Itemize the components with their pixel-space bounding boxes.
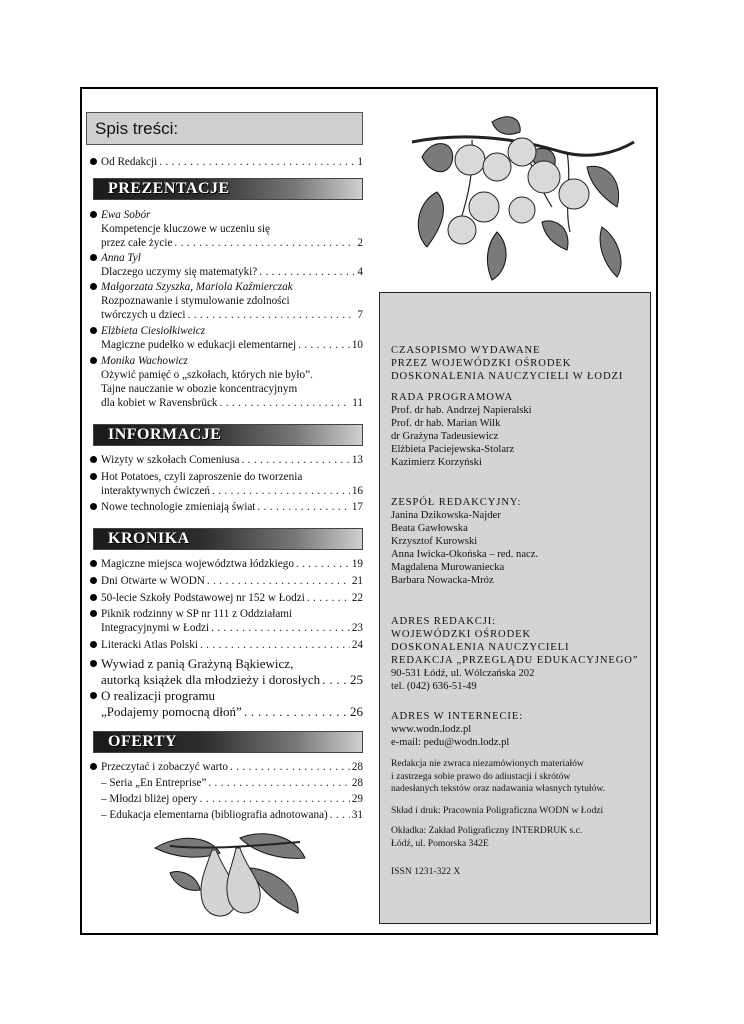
entry-page: 17 [351, 501, 363, 513]
entry-page: 2 [357, 237, 363, 249]
toc-entry[interactable] [90, 280, 363, 322]
entry-line: Piknik rodzinny w SP nr 111 z Oddziałami [101, 608, 293, 620]
web-title: ADRES W INTERNECIE: [391, 711, 524, 722]
entry-line: Dni Otwarte w WODN [101, 575, 205, 587]
entry-line: Integracyjnymi w Łodzi [101, 622, 210, 634]
entry-page: 29 [351, 793, 363, 805]
entry-author: Anna Tyl [101, 252, 141, 264]
entry-page: 21 [351, 575, 363, 587]
email-link[interactable]: e-mail: pedu@wodn.lodz.pl [391, 737, 510, 748]
note-line: Redakcja nie zwraca niezamówionych materiałów [391, 758, 584, 769]
bullet-icon [90, 283, 97, 290]
section-oferty: OFERTY [93, 731, 363, 753]
bullet-icon [90, 456, 97, 463]
entry-line: „Podajemy pomocną dłoń” [101, 704, 242, 719]
entry-line: Literacki Atlas Polski [101, 639, 198, 651]
toc-entry[interactable] [90, 251, 363, 279]
entry-line: O realizacji programu [101, 688, 216, 703]
toc-entry[interactable] [90, 574, 363, 588]
entry-line: – Edukacja elementarna (bibliografia adnotowana) [101, 809, 328, 821]
issn: ISSN 1231-322 X [391, 866, 461, 877]
address-line: REDAKCJA „PRZEGLĄDU EDUKACYJNEGO” [391, 655, 639, 666]
entry-line: Dlaczego uczymy się matematyki? [101, 266, 258, 278]
address-title: ADRES REDAKCJI: [391, 616, 497, 627]
print-info: Skład i druk: Pracownia Poligraficzna WODN w Łodzi [391, 805, 604, 816]
entry-page: 22 [351, 592, 363, 604]
toc-entry[interactable] [90, 792, 363, 806]
address-block [391, 615, 646, 693]
council-title: RADA PROGRAMOWA [391, 392, 514, 403]
entry-page: 23 [351, 622, 363, 634]
entry-page: 10 [351, 339, 363, 351]
entry-line: przez całe życie [101, 237, 173, 249]
bullet-icon [90, 560, 97, 567]
toc-entry-intro[interactable] [90, 155, 363, 169]
editor: Magdalena Murowaniecka [391, 562, 505, 573]
address-line: WOJEWÓDZKI OŚRODEK [391, 629, 532, 640]
bullet-icon [90, 254, 97, 261]
entry-line: twórczych u dzieci [101, 309, 186, 321]
toc-entry[interactable] [90, 607, 363, 635]
editor: Anna Iwicka-Okońska – red. nacz. [391, 549, 539, 560]
toc-entry[interactable] [90, 557, 363, 571]
editor: Krzysztof Kurowski [391, 536, 478, 547]
entry-page: 19 [351, 558, 363, 570]
toc-entry[interactable] [90, 324, 363, 352]
entry-page: 1 [357, 156, 363, 168]
editor: Janina Dzikowska-Najder [391, 510, 501, 521]
toc-entry[interactable] [90, 208, 363, 250]
bullet-icon [90, 577, 97, 584]
entry-line: Wizyty w szkołach Comeniusa [101, 454, 240, 466]
entry-line: 50-lecie Szkoły Podstawowej nr 152 w Łodzi [101, 592, 305, 604]
entry-author: Elżbieta Ciesiołkiweicz [101, 325, 206, 337]
editor: Beata Gawłowska [391, 523, 468, 534]
bullet-icon [90, 158, 97, 165]
section-prezentacje: PREZENTACJE [93, 178, 363, 200]
entry-line: Hot Potatoes, czyli zaproszenie do tworzenia [101, 471, 303, 483]
publisher-line: PRZEZ WOJEWÓDZKI OŚRODEK [391, 358, 572, 369]
bullet-icon [90, 641, 97, 648]
entry-label: Od Redakcji [101, 156, 158, 168]
entry-page: 13 [351, 454, 363, 466]
toc-entry[interactable] [90, 470, 363, 498]
entry-page: 24 [351, 639, 363, 651]
council-member: Elżbieta Paciejewska-Stolarz [391, 444, 515, 455]
note-block [391, 758, 646, 796]
bullet-icon [90, 763, 97, 770]
publisher-line: CZASOPISMO WYDAWANE [391, 345, 541, 356]
entry-page: 31 [351, 809, 363, 821]
editor: Barbara Nowacka-Mróz [391, 575, 494, 586]
toc-entry[interactable] [90, 760, 363, 774]
entry-line: Rozpoznawanie i stymulowanie zdolności [101, 295, 290, 307]
entry-line: Wywiad z panią Grażyną Bąkiewicz, [101, 656, 294, 671]
entry-page: 4 [357, 266, 363, 278]
entry-line: Magiczne pudełko w edukacji elementarnej [101, 339, 297, 351]
entry-author: Ewa Sobór [101, 209, 151, 221]
section-kronika: KRONIKA [93, 528, 363, 550]
entry-line: Nowe technologie zmieniają świat [101, 501, 256, 513]
address-line: 90-531 Łódź, ul. Wólczańska 202 [391, 668, 535, 679]
note-line: i zastrzega sobie prawo do adiustacji i skrótów [391, 770, 571, 782]
toc-entry[interactable] [90, 591, 363, 605]
entry-page: 11 [352, 397, 363, 409]
council-member: Prof. dr hab. Marian Wilk [391, 418, 501, 429]
entry-line: Przeczytać i zobaczyć warto [101, 761, 229, 773]
bullet-icon [90, 594, 97, 601]
pear-illustration [150, 828, 310, 926]
publisher-block [391, 344, 646, 383]
cover-block [391, 825, 646, 850]
editors-block [391, 496, 646, 587]
entry-author: Małgorzata Szyszka, Mariola Kaźmierczak [101, 281, 293, 293]
entry-author: Monika Wachowicz [101, 355, 188, 367]
council-member: Kazimierz Korzyński [391, 457, 482, 468]
toc-entry[interactable] [90, 453, 363, 467]
entry-line: Ożywić pamięć o „szkołach, których nie było”. [101, 369, 313, 381]
toc-entry[interactable] [90, 638, 363, 652]
section-informacje: INFORMACJE [93, 424, 363, 446]
entry-page: 16 [351, 485, 363, 497]
toc-entry[interactable] [90, 776, 363, 790]
apple-branch-illustration [402, 112, 638, 282]
bullet-icon [90, 660, 97, 667]
council-member: Prof. dr hab. Andrzej Napieralski [391, 405, 532, 416]
entry-page: 28 [351, 761, 363, 773]
entry-page: 26 [350, 704, 363, 719]
cover-line: Okładka: Zakład Poligraficzny INTERDRUK s.c. [391, 825, 583, 836]
toc-entry[interactable] [90, 354, 363, 410]
bullet-icon [90, 610, 97, 617]
entry-page: 7 [357, 309, 363, 321]
bullet-icon [90, 473, 97, 480]
toc-entry[interactable] [90, 500, 363, 514]
entry-line: interaktywnych ćwiczeń [101, 485, 211, 497]
phone: tel. (042) 636-51-49 [391, 681, 477, 692]
entry-line: autorką książek dla młodzieży i dorosłych [101, 672, 321, 687]
entry-line: Tajne nauczanie w obozie koncentracyjnym [101, 383, 298, 395]
website-link[interactable]: www.wodn.lodz.pl [391, 724, 472, 735]
entry-line: Magiczne miejsca województwa łódzkiego [101, 558, 294, 570]
toc-entry[interactable] [90, 688, 363, 720]
entry-line: dla kobiet w Ravensbrück [101, 397, 218, 409]
entry-line: – Młodzi bliżej opery [101, 793, 198, 805]
toc-entry[interactable] [90, 656, 363, 688]
cover-line: Łódź, ul. Pomorska 342E [391, 837, 489, 849]
entry-line: Kompetencje kluczowe w uczeniu się [101, 223, 270, 235]
entry-page: 25 [350, 672, 363, 687]
publisher-line: DOSKONALENIA NAUCZYCIELI W ŁODZI [391, 371, 624, 382]
bullet-icon [90, 327, 97, 334]
editors-title: ZESPÓŁ REDAKCYJNY: [391, 497, 522, 508]
bullet-icon [90, 357, 97, 364]
entry-line: – Seria „En Entreprise” [101, 777, 207, 789]
toc-entry[interactable] [90, 808, 363, 822]
bullet-icon [90, 692, 97, 699]
address-line: DOSKONALENIA NAUCZYCIELI [391, 642, 570, 653]
entry-page: 28 [351, 777, 363, 789]
council-member: dr Grażyna Tadeusiewicz [391, 431, 499, 442]
web-block [391, 710, 646, 749]
council-block [391, 391, 646, 469]
note-line: nadesłanych tekstów oraz nadawania własnych tytułów. [391, 783, 606, 794]
bullet-icon [90, 211, 97, 218]
toc-title: Spis treści: [86, 112, 363, 145]
bullet-icon [90, 503, 97, 510]
